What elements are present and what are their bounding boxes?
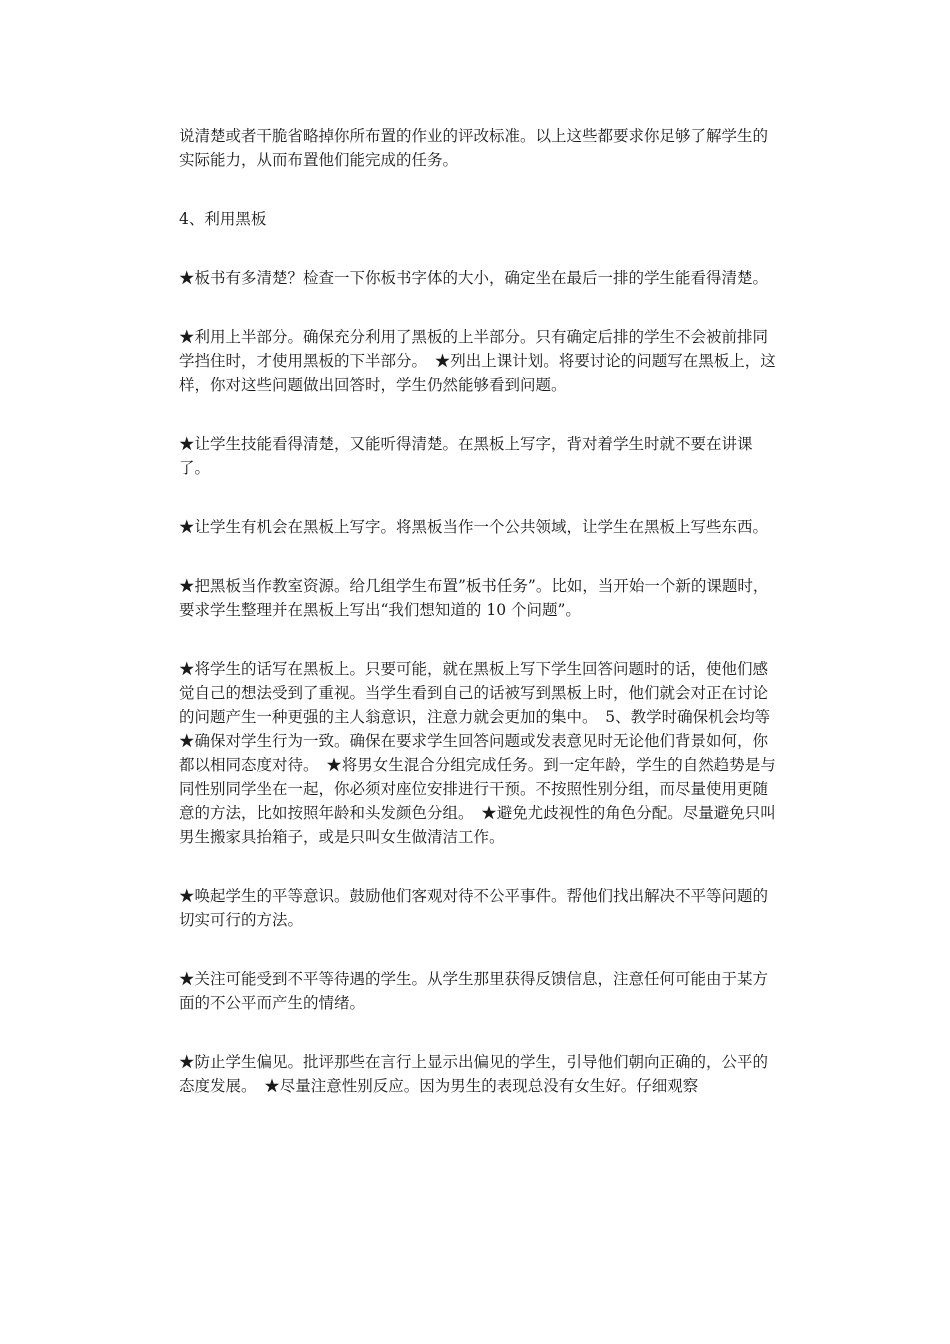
paragraph-see-and-hear: ★让学生技能看得清楚，又能听得清楚。在黑板上写字，背对着学生时就不要在讲课了。 xyxy=(179,435,753,477)
document-body xyxy=(179,124,786,1098)
section-heading-blackboard: 4、利用黑板 xyxy=(179,210,267,228)
paragraph-equality-awareness: ★唤起学生的平等意识。鼓励他们客观对待不公平事件。帮他们找出解决不平等问题的切实可行的方法。 xyxy=(179,887,769,929)
paragraph-unequal-treatment: ★关注可能受到不平等待遇的学生。从学生那里获得反馈信息，注意任何可能由于某方面的不公平而产生的情绪。 xyxy=(179,970,769,1012)
paragraph-equal-opportunity: ★将学生的话写在黑板上。只要可能，就在黑板上写下学生回答问题时的话，使他们感觉自己的想法受到了重视。当学生看到自己的话被写到黑板上时，他们就会对正在讨论的问题产生一种更强的主人翁意识，注意力就会更加的集中。 5、教学时确保机会均等 ★确保对学生行为一致。确保在要求学生回答问题或发表意见时无论他们背景如何，你都以相同态度对待。 ★将男女生混合分组完成任务。到一定年龄，学生的自然趋势是与同性别同学坐在一起，你必须对座位安排进行干预。不按照性别分组，而尽量使用更随意的方法，比如按照年龄和头发颜色分组。 ★避免尤歧视性的角色分配。尽量避免只叫男生搬家具抬箱子，或是只叫女生做清洁工作。 xyxy=(179,660,786,846)
paragraph-upper-half: ★利用上半部分。确保充分利用了黑板的上半部分。只有确定后排的学生不会被前排同学挡住时，才使用黑板的下半部分。 ★列出上课计划。将要讨论的问题写在黑板上，这样，你对这些问题做出回答时，学生仍然能够看到问题。 xyxy=(179,328,776,394)
paragraph-prevent-bias: ★防止学生偏见。批评那些在言行上显示出偏见的学生，引导他们朝向正确的，公平的态度发展。 ★尽量注意性别反应。因为男生的表现总没有女生好。仔细观察 xyxy=(179,1053,769,1095)
paragraph-students-write: ★让学生有机会在黑板上写字。将黑板当作一个公共领域，让学生在黑板上写些东西。 xyxy=(179,518,769,536)
paragraph-board-clarity: ★板书有多清楚？检查一下你板书字体的大小，确定坐在最后一排的学生能看得清楚。 xyxy=(179,269,769,287)
paragraph-board-resource: ★把黑板当作教室资源。给几组学生布置”板书任务”。比如，当开始一个新的课题时，要求学生整理并在黑板上写出“我们想知道的 10 个问题”。 xyxy=(179,577,769,619)
paragraph-grading-standards: 说清楚或者干脆省略掉你所布置的作业的评改标准。以上这些都要求你足够了解学生的实际能力，从而布置他们能完成的任务。 xyxy=(179,127,769,169)
